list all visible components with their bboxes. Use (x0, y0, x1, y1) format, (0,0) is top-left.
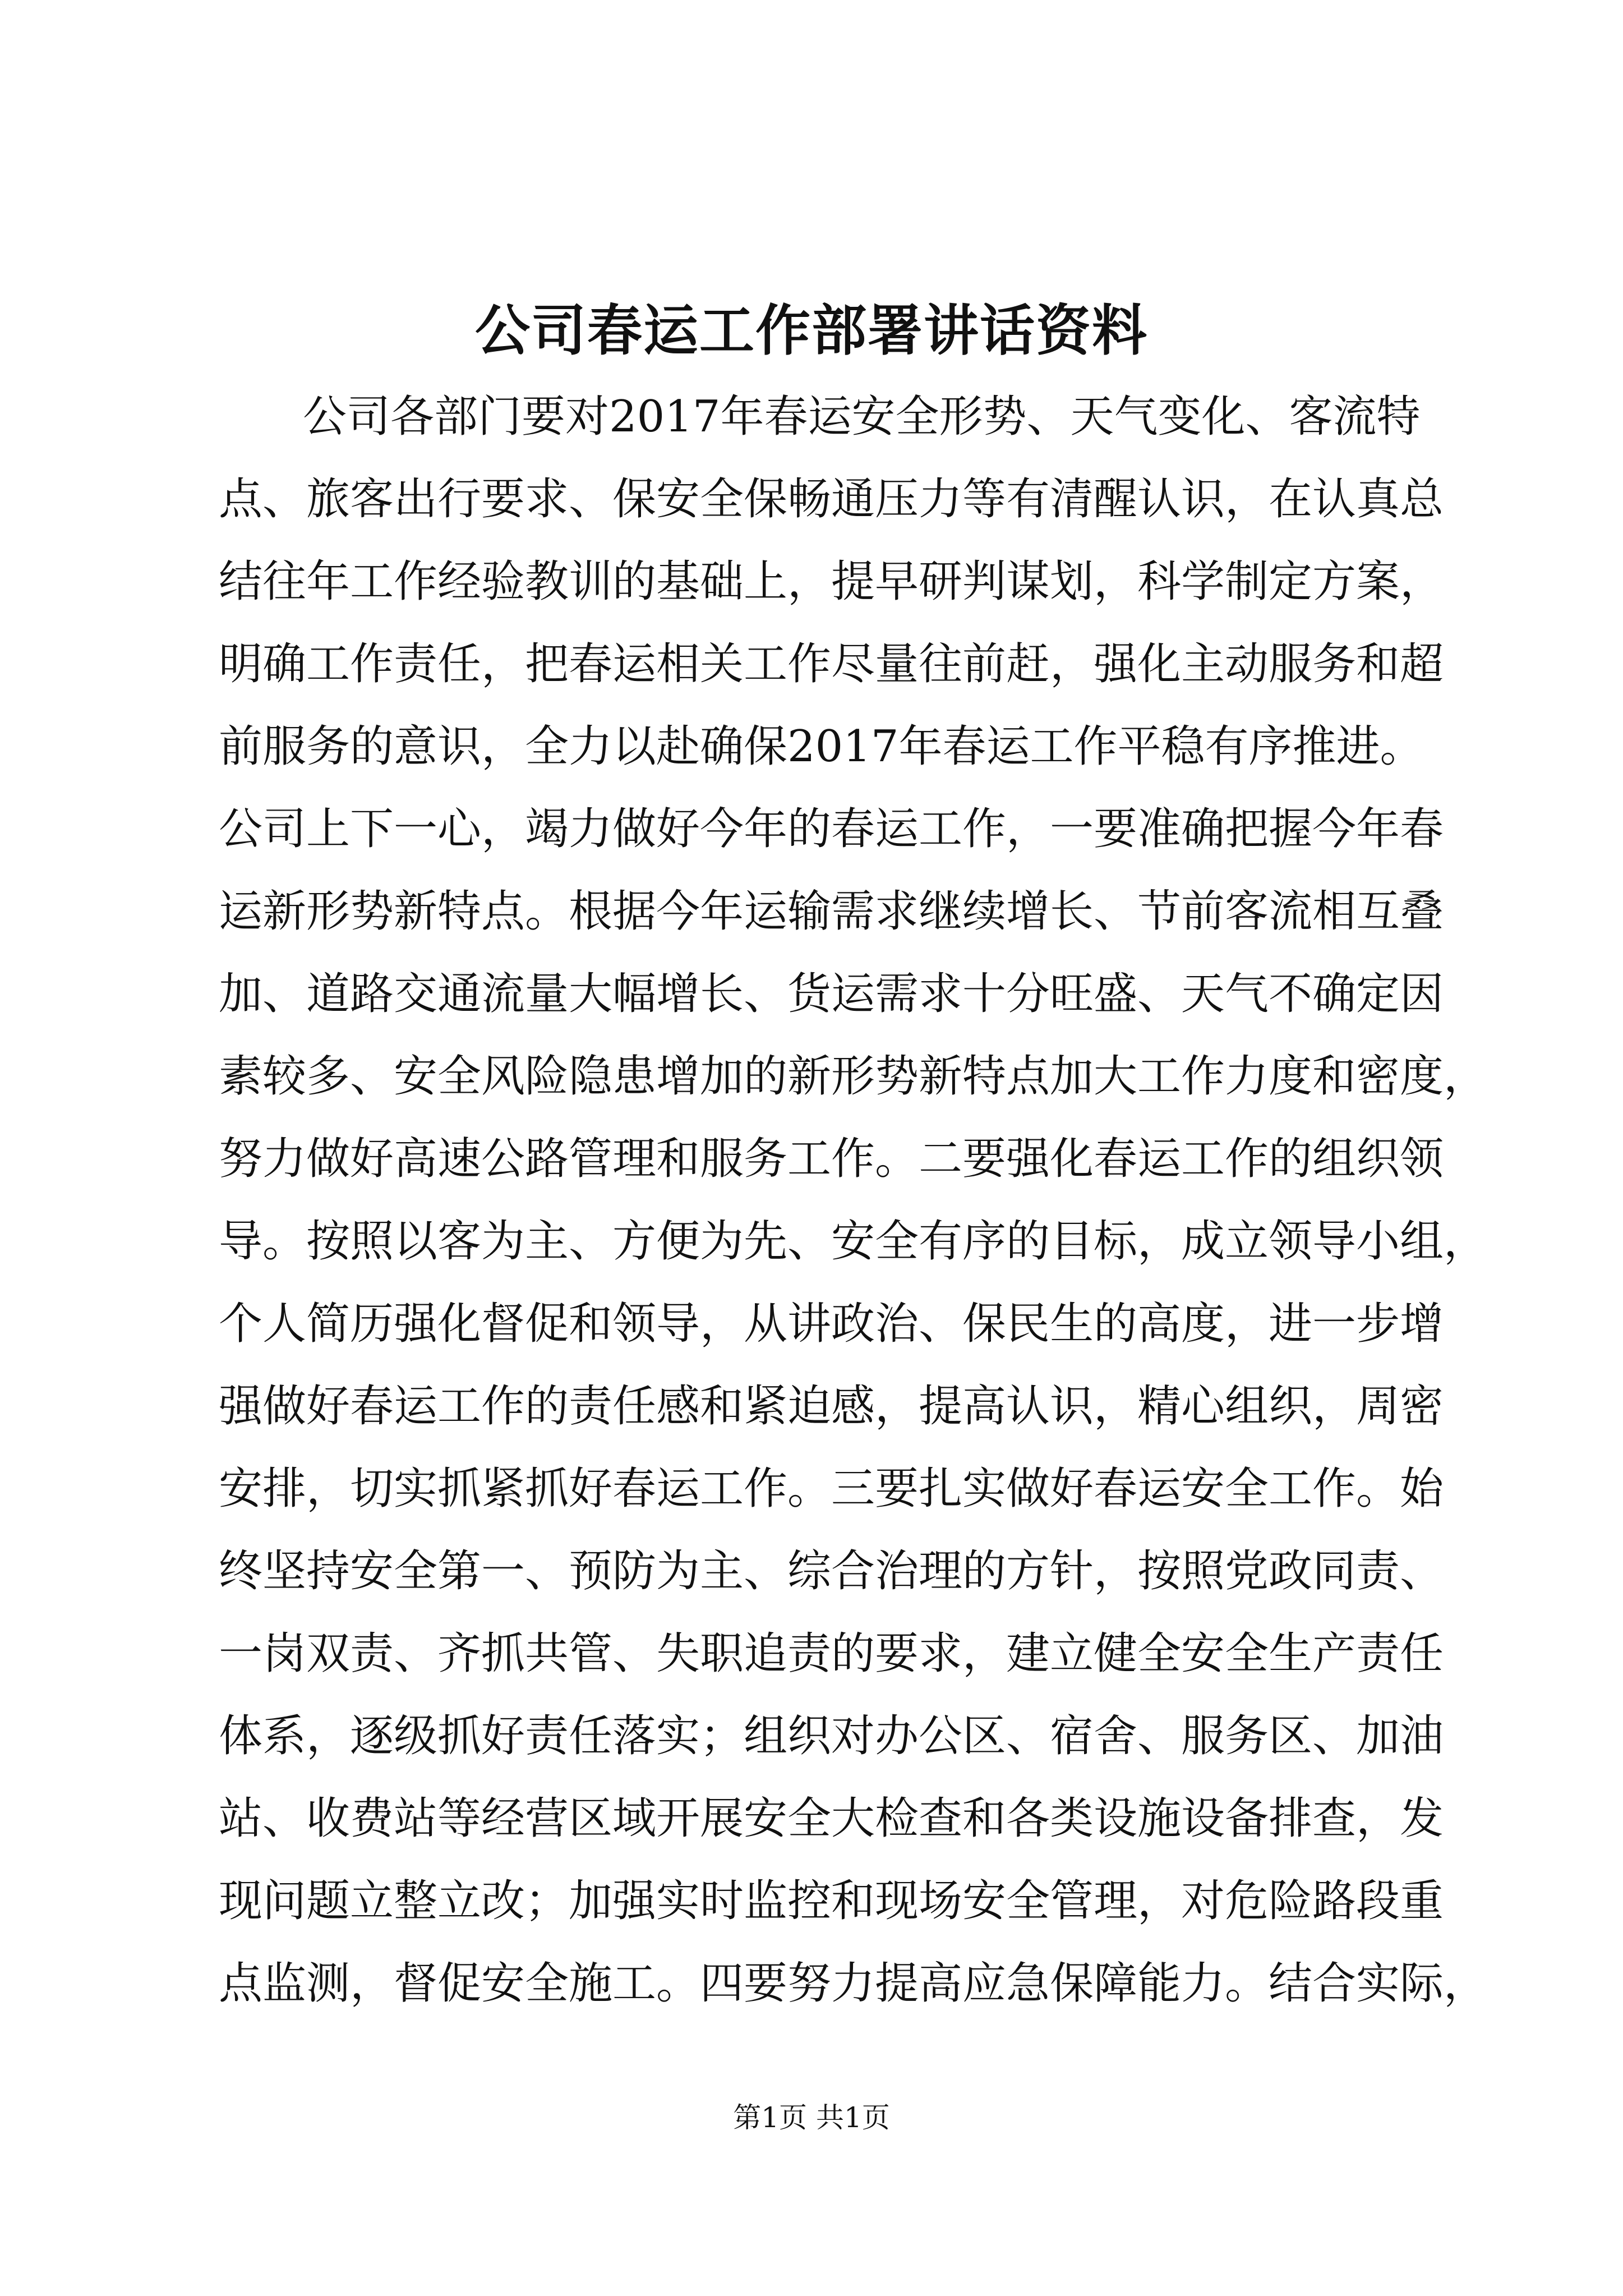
body-line: 点监测，督促安全施工。四要努力提高应急保障能力。结合实际， (219, 1958, 1488, 2009)
body-line: 终坚持安全第一、预防为主、综合治理的方针，按照党政同责、 (219, 1546, 1444, 1596)
body-line: 结往年工作经验教训的基础上，提早研判谋划，科学制定方案， (219, 556, 1444, 607)
body-line: 公司上下一心，竭力做好今年的春运工作，一要准确把握今年春 (219, 804, 1444, 854)
page-footer: 第1页 共1页 (733, 2101, 890, 2134)
body-line: 明确工作责任，把春运相关工作尽量往前赶，强化主动服务和超 (219, 639, 1444, 689)
body-line: 个人简历强化督促和领导，从讲政治、保民生的高度，进一步增 (219, 1299, 1444, 1349)
body-line: 体系，逐级抓好责任落实；组织对办公区、宿舍、服务区、加油 (219, 1711, 1444, 1761)
body-line: 点、旅客出行要求、保安全保畅通压力等有清醒认识，在认真总 (219, 474, 1444, 524)
body-line: 站、收费站等经营区域开展安全大检查和各类设施设备排查，发 (219, 1793, 1444, 1844)
body-line: 强做好春运工作的责任感和紧迫感，提高认识，精心组织，周密 (219, 1381, 1444, 1432)
body-line: 导。按照以客为主、方便为先、安全有序的目标，成立领导小组， (219, 1216, 1488, 1267)
body-line: 现问题立整立改；加强实时监控和现场安全管理，对危险路段重 (219, 1876, 1444, 1926)
body-line: 努力做好高速公路管理和服务工作。二要强化春运工作的组织领 (219, 1134, 1444, 1184)
body-line: 安排，切实抓紧抓好春运工作。三要扎实做好春运安全工作。始 (219, 1464, 1444, 1514)
body-line: 加、道路交通流量大幅增长、货运需求十分旺盛、天气不确定因 (219, 969, 1444, 1019)
document-body (219, 376, 1488, 2025)
document-title: 公司春运工作部署讲话资料 (474, 298, 1148, 363)
body-line: 公司各部门要对2017年春运安全形势、天气变化、客流特 (303, 392, 1421, 442)
body-line: 一岗双责、齐抓共管、失职追责的要求，建立健全安全生产责任 (219, 1628, 1444, 1679)
body-line: 运新形势新特点。根据今年运输需求继续增长、节前客流相互叠 (219, 886, 1444, 937)
body-line: 前服务的意识，全力以赴确保2017年春运工作平稳有序推进。 (219, 721, 1424, 772)
body-line: 素较多、安全风险隐患增加的新形势新特点加大工作力度和密度， (219, 1051, 1488, 1102)
